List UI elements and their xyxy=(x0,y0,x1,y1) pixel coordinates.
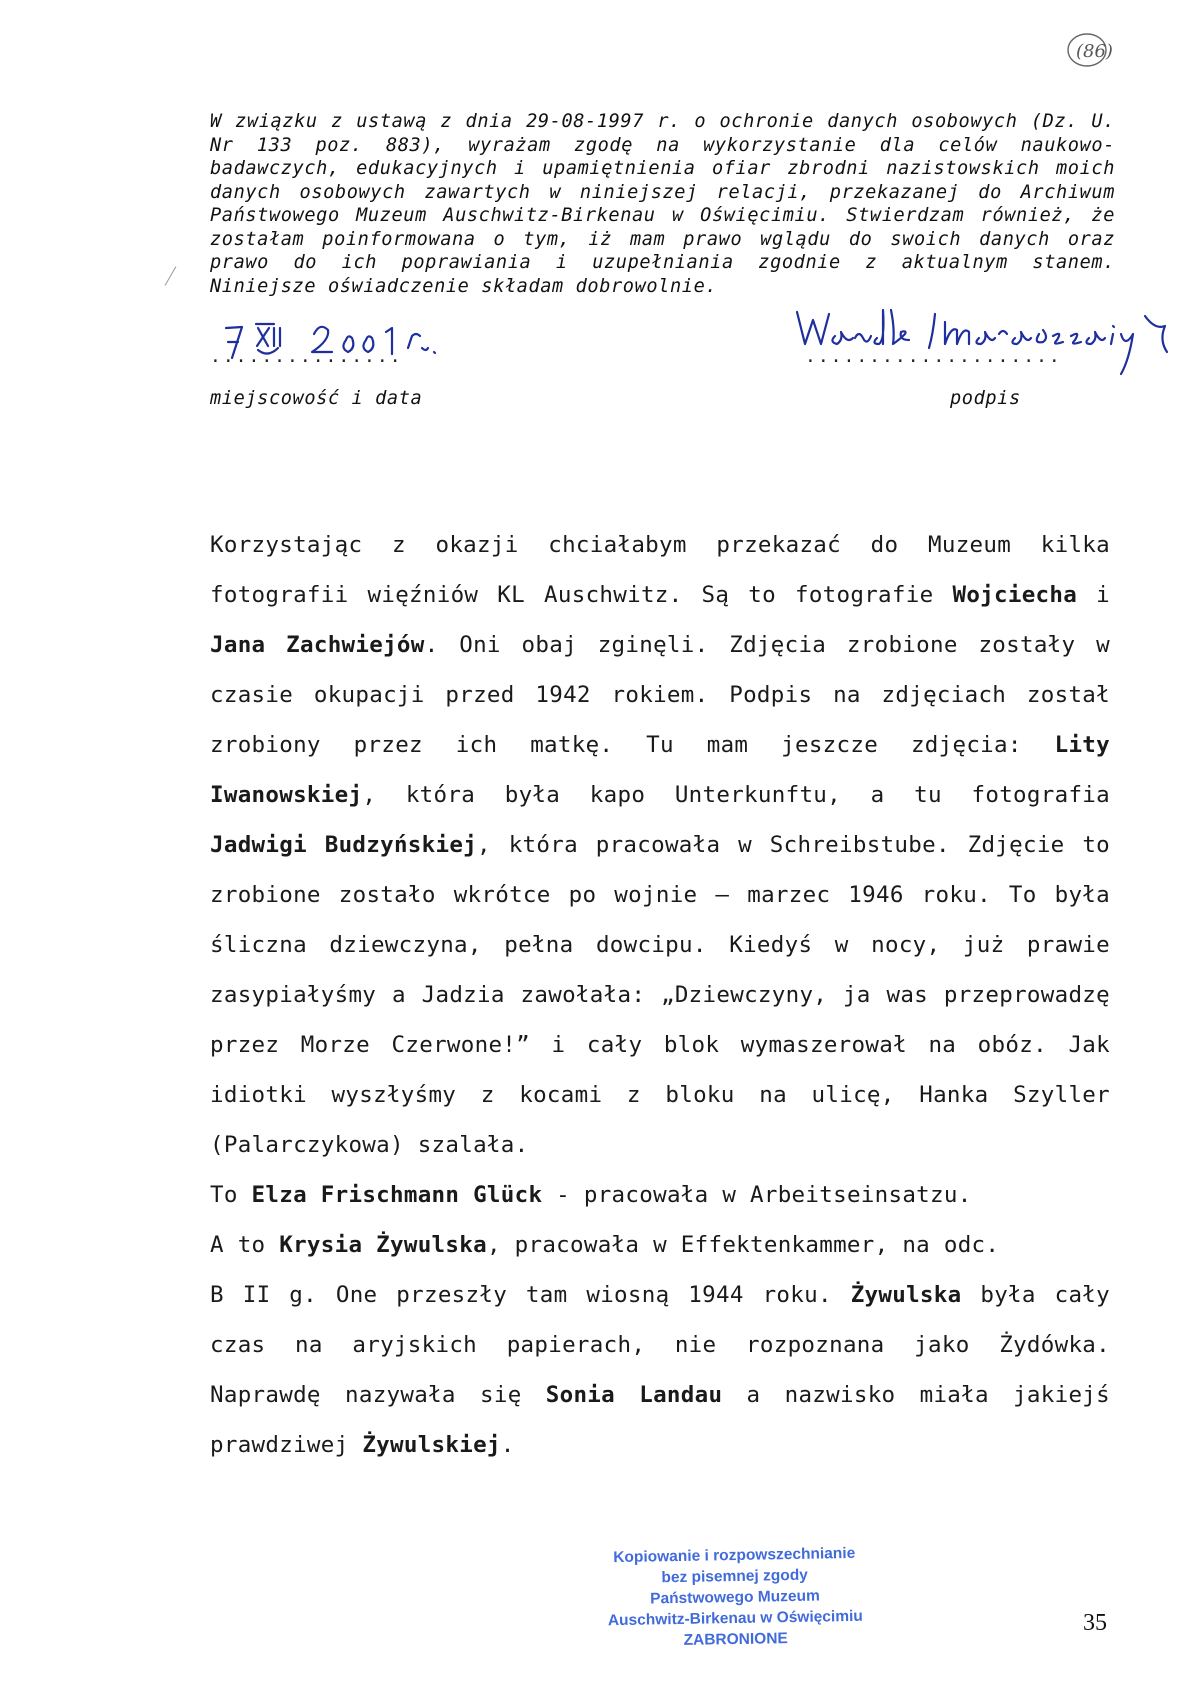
stamp-line: Auschwitz-Birkenau w Oświęcimiu xyxy=(607,1607,863,1630)
handwritten-signature xyxy=(795,300,1190,380)
text-run: - pracowała w Arbeitseinsatzu. xyxy=(542,1182,972,1208)
text-run: . Oni obaj zginęli. Zdjęcia zrobione zostały w czasie okupacji przed 1942 rokiem. Podpis na zdjęciach został zrobiony przez ich matkę. Tu mam jeszcze zdjęcia: xyxy=(210,632,1110,758)
text-run: Korzystając z okazji chciałabym przekazać do Muzeum kilka fotografii więźniów KL Auschwitz. Są to fotografie xyxy=(210,532,1110,608)
page-number: 35 xyxy=(1083,1610,1107,1636)
text-run: To xyxy=(210,1182,252,1208)
text-run: A to xyxy=(210,1232,280,1258)
bold-name: Żywulska xyxy=(850,1282,962,1308)
bold-name: Lity Iwanowskiej xyxy=(210,732,1110,808)
bold-name: Jadwigi Budzyńskiej xyxy=(210,832,478,858)
date-dotted-line: ............... xyxy=(210,346,403,367)
archive-page-mark xyxy=(1065,30,1113,70)
bold-name: Krysia Żywulska xyxy=(279,1232,487,1258)
testimony-line-zywulska xyxy=(210,1220,1110,1270)
bold-name: Elza Frischmann Glück xyxy=(251,1182,543,1208)
text-run: B II g. One przeszły tam wiosną 1944 roku. xyxy=(210,1282,851,1308)
text-run: , pracowała w Effektenkammer, na odc. xyxy=(486,1232,1000,1258)
bold-name: Żywulskiej xyxy=(362,1432,501,1458)
text-run: , która pracowała w Schreibstube. Zdjęcie to zrobione zostało wkrótce po wojnie – marzec 1946 roku. To była śliczna dziewczyna, pełna dowcipu. Kiedyś w nocy, już prawie zasypiałyśmy a Jadzia zawołała: „Dziewczyny, ja was przeprowadzę przez Morze Czerwone!” i cały blok wymaszerował na obóz. Jak idiotki wyszłyśmy z kocami z bloku na ulicę, Hanka Szyller (Palarczykowa) szalała. xyxy=(210,832,1111,1158)
text-run: była cały czas na aryjskich papierach, nie rozpoznana jako Żydówka. Naprawdę nazywała się xyxy=(210,1282,1110,1408)
stamp-line: Państwowego Muzeum xyxy=(650,1587,820,1608)
text-run: , która była kapo Unterkunftu, a tu fotografia xyxy=(362,782,1110,808)
text-run: a nazwisko miała jakiejś prawdziwej xyxy=(210,1382,1110,1458)
testimony-paragraph-photos xyxy=(210,520,1110,1170)
signature-caption: podpis xyxy=(950,388,1021,409)
archive-page-mark-text: (86) xyxy=(1076,41,1113,62)
consent-text: W związku z ustawą z dnia 29-08-1997 r. o ochronie danych osobowych (Dz. U. Nr 133 poz. 883), wyrażam zgodę na wykorzystanie dla celów naukowo-badawczych, edukacyjnych i upamiętnienia ofiar zbrodni nazistowskich moich danych osobowych zawartych w niniejszej relacji, przekazanej do Archiwum Państwowego Muzeum Auschwitz-Birkenau w Oświęcimiu. Stwierdzam również, że zostałam poinformowana o tym, iż mam prawo wglądu do swoich danych oraz prawo do ich poprawiania i uzupełniania zgodnie z aktualnym stanem. Niniejsze oświadczenie składam dobrowolnie. xyxy=(210,111,1115,297)
stamp-line: bez pisemnej zgody xyxy=(661,1566,808,1587)
copyright-stamp xyxy=(584,1542,886,1652)
testimony-paragraph-landau xyxy=(210,1270,1110,1470)
stamp-line: ZABRONIONE xyxy=(683,1630,788,1649)
text-run: . xyxy=(500,1432,515,1458)
bold-name: Wojciecha xyxy=(952,582,1078,608)
margin-tick xyxy=(165,266,177,286)
text-run: i xyxy=(1077,582,1110,608)
bold-name: Jana Zachwiejów xyxy=(210,632,425,658)
stamp-line: Kopiowanie i rozpowszechnianie xyxy=(613,1544,856,1567)
date-caption: miejscowość i data xyxy=(210,388,423,409)
testimony-text xyxy=(210,520,1110,1470)
testimony-line-frischmann xyxy=(210,1170,1110,1220)
signature-dotted-line: .................... xyxy=(805,346,1062,367)
bold-name: Sonia Landau xyxy=(545,1382,723,1408)
consent-statement xyxy=(210,110,1115,298)
